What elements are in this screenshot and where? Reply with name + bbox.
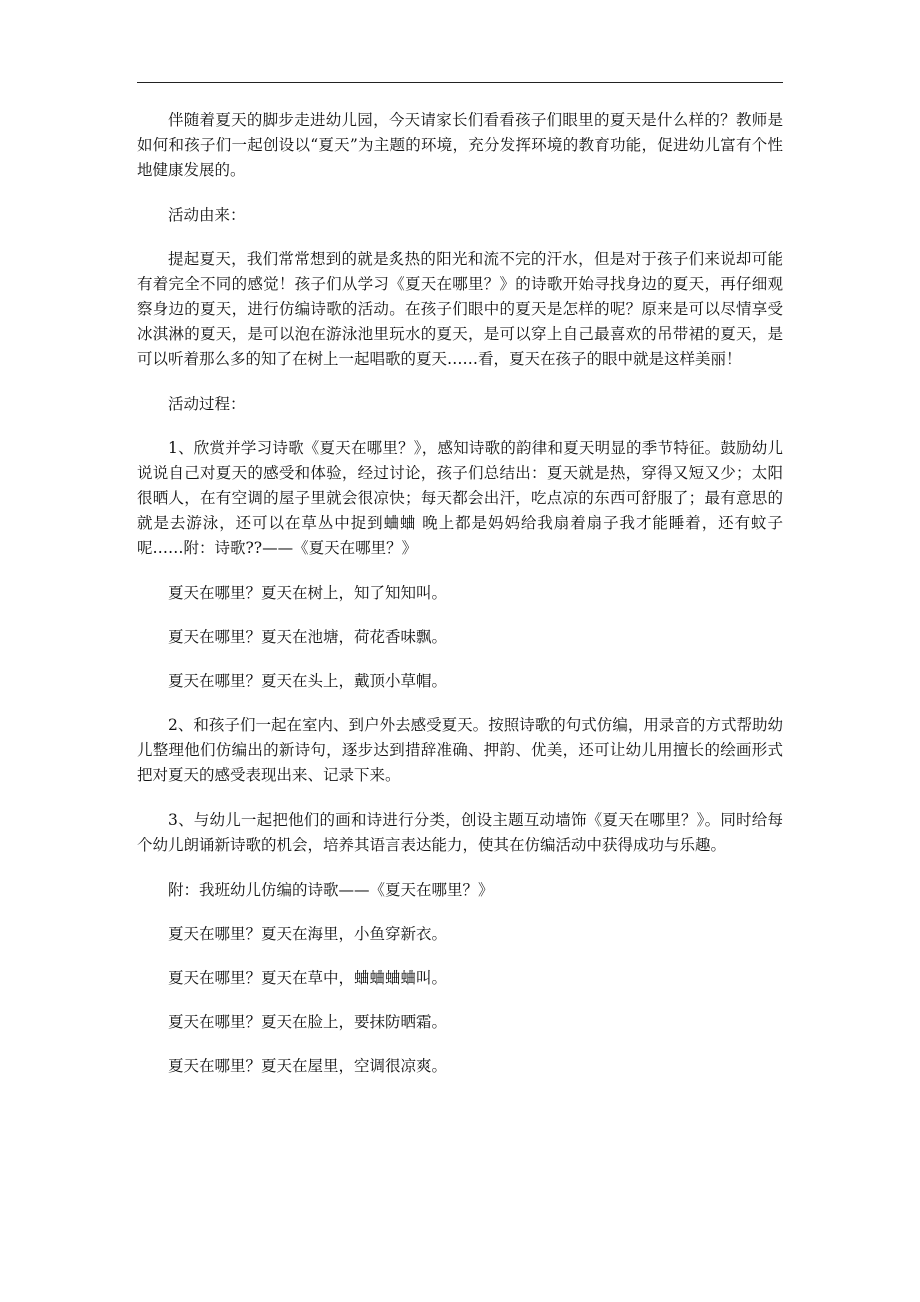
process-step-1: 1、欣赏并学习诗歌《夏天在哪里？》，感知诗歌的韵律和夏天明显的季节特征。鼓励幼儿说说自己对夏天的感受和体验，经过讨论，孩子们总结出：夏天就是热，穿得又短又少；太阳很晒人，在有空调的屋子里就会很凉快；每天都会出汗，吃点凉的东西可舒服了；最有意思的就是去游泳，还可以在草丛中捉到蛐蛐 晚上都是妈妈给我扇着扇子我才能睡着，还有蚊子呢……附：诗歌??——《夏天在哪里？》	[137, 439, 783, 557]
process-step-2: 2、和孩子们一起在室内、到户外去感受夏天。按照诗歌的句式仿编，用录音的方式帮助幼儿整理他们仿编出的新诗句，逐步达到措辞准确、押韵、优美，还可让幼儿用擅长的绘画形式把对夏天的感受表现出来、记录下来。	[137, 716, 783, 784]
section-heading-process: 活动过程：	[168, 395, 246, 413]
document-body	[137, 108, 783, 1098]
poem-line: 夏天在哪里？夏天在海里，小鱼穿新衣。	[168, 925, 448, 943]
poem-line: 夏天在哪里？夏天在树上，知了知知叫。	[168, 584, 448, 602]
poem-line: 夏天在哪里？夏天在屋里，空调很凉爽。	[168, 1057, 448, 1075]
poem-line: 夏天在哪里？夏天在池塘，荷花香味飘。	[168, 628, 448, 646]
header-rule	[137, 82, 783, 83]
section-heading-origin: 活动由来：	[168, 206, 246, 224]
poem-line: 夏天在哪里？夏天在头上，戴顶小草帽。	[168, 672, 448, 690]
poem-line: 夏天在哪里？夏天在脸上，要抹防晒霜。	[168, 1013, 448, 1031]
intro-paragraph: 伴随着夏天的脚步走进幼儿园，今天请家长们看看孩子们眼里的夏天是什么样的？教师是如何和孩子们一起创设以“夏天”为主题的环境，充分发挥环境的教育功能，促进幼儿富有个性地健康发展的。	[137, 111, 783, 179]
poem-line: 夏天在哪里？夏天在草中，蛐蛐蛐蛐叫。	[168, 969, 448, 987]
appendix-heading: 附：我班幼儿仿编的诗歌——《夏天在哪里？》	[168, 881, 494, 899]
process-step-3: 3、与幼儿一起把他们的画和诗进行分类，创设主题互动墙饰《夏天在哪里？》。同时给每个幼儿朗诵新诗歌的机会，培养其语言表达能力，使其在仿编活动中获得成功与乐趣。	[137, 811, 783, 854]
origin-paragraph: 提起夏天，我们常常想到的就是炙热的阳光和流不完的汗水，但是对于孩子们来说却可能有着完全不同的感觉！孩子们从学习《夏天在哪里？》的诗歌开始寻找身边的夏天，再仔细观察身边的夏天，进行仿编诗歌的活动。在孩子们眼中的夏天是怎样的呢？原来是可以尽情享受冰淇淋的夏天，是可以泡在游泳池里玩水的夏天，是可以穿上自己最喜欢的吊带裙的夏天，是可以听着那么多的知了在树上一起唱歌的夏天……看，夏天在孩子的眼中就是这样美丽！	[137, 250, 783, 368]
